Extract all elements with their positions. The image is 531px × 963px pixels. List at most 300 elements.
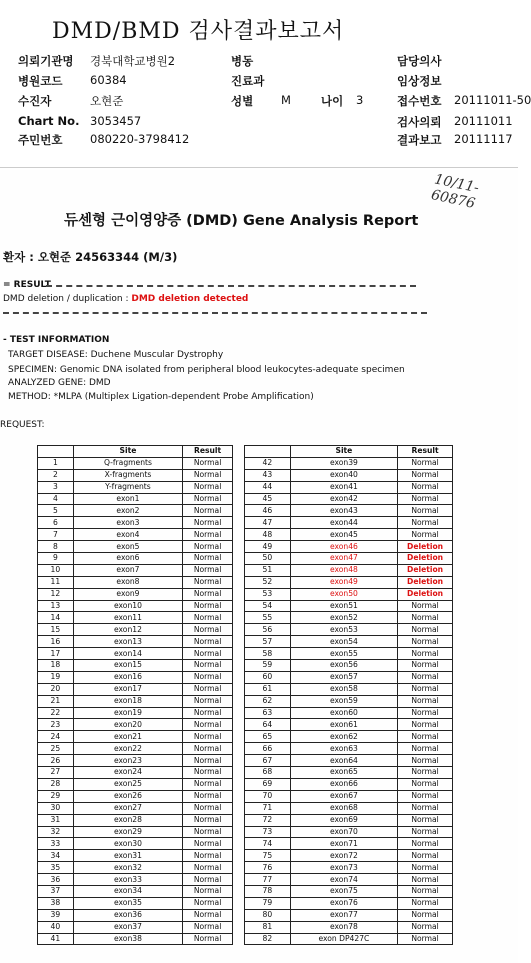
table-row	[38, 671, 233, 683]
sex-label: 성별	[231, 94, 254, 108]
site-cell: exon25	[73, 778, 182, 790]
table-row	[38, 731, 233, 743]
table-row	[38, 457, 233, 469]
site-cell: exon4	[73, 529, 182, 541]
site-cell: exon45	[290, 529, 397, 541]
site-cell: exon13	[73, 636, 182, 648]
site-cell: exon77	[290, 909, 397, 921]
table-row	[38, 707, 233, 719]
ward-label: 병동	[231, 54, 254, 68]
form-row	[18, 114, 518, 132]
site-cell: exon38	[73, 933, 182, 945]
handwritten-note: 10/11-60876	[429, 171, 481, 212]
site-cell: exon11	[73, 612, 182, 624]
index-cell: 47	[245, 517, 291, 529]
result-cell: Normal	[183, 885, 233, 897]
result-cell: Normal	[398, 814, 453, 826]
site-cell: exon22	[73, 743, 182, 755]
age-value: 3	[356, 93, 364, 107]
table-row	[245, 481, 453, 493]
index-cell: 38	[38, 897, 74, 909]
department-label: 진료과	[231, 74, 265, 88]
index-cell: 13	[38, 600, 74, 612]
table-row	[38, 695, 233, 707]
result-cell: Normal	[398, 529, 453, 541]
index-cell: 41	[38, 933, 74, 945]
result-cell: Normal	[183, 648, 233, 660]
site-cell: exon40	[290, 469, 397, 481]
result-cell: Normal	[398, 469, 453, 481]
index-cell: 2	[38, 469, 74, 481]
table-row	[245, 790, 453, 802]
index-cell: 55	[245, 612, 291, 624]
index-cell: 28	[38, 778, 74, 790]
result-cell: Normal	[398, 600, 453, 612]
site-cell: exon54	[290, 636, 397, 648]
result-header: = RESULT	[3, 280, 51, 290]
result-line	[3, 294, 248, 304]
site-cell: exon33	[73, 874, 182, 886]
index-cell: 63	[245, 707, 291, 719]
result-cell: Normal	[183, 505, 233, 517]
site-cell: exon20	[73, 719, 182, 731]
result-cell: Normal	[398, 517, 453, 529]
site-cell: exon27	[73, 802, 182, 814]
index-cell: 54	[245, 600, 291, 612]
result-cell: Normal	[398, 671, 453, 683]
result-report-label: 결과보고	[397, 133, 442, 147]
site-cell: exon44	[290, 517, 397, 529]
table-row	[245, 624, 453, 636]
table-row	[38, 862, 233, 874]
result-cell: Normal	[398, 648, 453, 660]
method: METHOD: *MLPA (Multiplex Ligation-dependent Probe Amplification)	[8, 392, 314, 402]
site-cell: exon56	[290, 660, 397, 672]
table-row	[38, 719, 233, 731]
result-cell: Normal	[398, 909, 453, 921]
index-cell: 37	[38, 885, 74, 897]
index-cell: 30	[38, 802, 74, 814]
table-row	[38, 588, 233, 600]
table-row	[38, 778, 233, 790]
site-cell: exon61	[290, 719, 397, 731]
result-cell: Normal	[183, 743, 233, 755]
table-row	[38, 481, 233, 493]
index-cell: 8	[38, 541, 74, 553]
result-cell: Normal	[183, 921, 233, 933]
site-cell: exon35	[73, 897, 182, 909]
site-cell: exon16	[73, 671, 182, 683]
result-cell: Normal	[183, 481, 233, 493]
index-cell: 44	[245, 481, 291, 493]
table-row	[245, 767, 453, 779]
site-cell: exon14	[73, 648, 182, 660]
result-cell: Normal	[183, 790, 233, 802]
table-header-row	[38, 446, 233, 458]
site-cell: exon24	[73, 767, 182, 779]
result-cell: Normal	[183, 564, 233, 576]
index-cell: 75	[245, 850, 291, 862]
site-cell: exon42	[290, 493, 397, 505]
table-row	[245, 778, 453, 790]
accession-number-label: 접수번호	[397, 94, 442, 108]
table-row	[245, 576, 453, 588]
result-cell: Normal	[398, 755, 453, 767]
site-cell: exon5	[73, 541, 182, 553]
patient-name-value: 오현준	[90, 94, 124, 108]
result-cell: Normal	[183, 826, 233, 838]
result-cell: Normal	[398, 743, 453, 755]
hospital-code-label: 병원코드	[18, 74, 63, 88]
site-cell: exon73	[290, 862, 397, 874]
site-cell: exon15	[73, 660, 182, 672]
result-cell: Normal	[183, 933, 233, 945]
table-row	[245, 885, 453, 897]
form-row	[18, 73, 518, 91]
table-row	[38, 874, 233, 886]
result-cell: Normal	[183, 588, 233, 600]
result-cell: Normal	[183, 755, 233, 767]
index-cell: 67	[245, 755, 291, 767]
form-row	[18, 53, 518, 71]
result-cell: Normal	[398, 457, 453, 469]
resident-number-label: 주민번호	[18, 133, 63, 147]
site-cell: exon58	[290, 683, 397, 695]
result-cell: Normal	[183, 767, 233, 779]
table-row	[38, 660, 233, 672]
index-cell: 12	[38, 588, 74, 600]
result-cell: Normal	[398, 850, 453, 862]
site-cell: exon6	[73, 553, 182, 565]
form-row	[18, 93, 531, 111]
table-row	[38, 909, 233, 921]
result-cell: Normal	[398, 731, 453, 743]
table-row	[38, 921, 233, 933]
chart-no-value: 3053457	[90, 114, 142, 128]
index-cell: 4	[38, 493, 74, 505]
table-row	[245, 457, 453, 469]
index-cell: 15	[38, 624, 74, 636]
result-report-value: 20111117	[454, 132, 513, 146]
index-cell: 78	[245, 885, 291, 897]
table-row	[245, 755, 453, 767]
result-cell: Deletion	[398, 564, 453, 576]
index-cell: 69	[245, 778, 291, 790]
table-row	[38, 541, 233, 553]
index-cell: 56	[245, 624, 291, 636]
site-cell: exon47	[290, 553, 397, 565]
result-cell: Normal	[183, 529, 233, 541]
index-cell: 46	[245, 505, 291, 517]
index-cell: 45	[245, 493, 291, 505]
site-cell: exon7	[73, 564, 182, 576]
site-cell: exon32	[73, 862, 182, 874]
table-row	[245, 517, 453, 529]
site-header: Site	[290, 446, 397, 458]
result-cell: Normal	[183, 517, 233, 529]
site-cell: exon65	[290, 767, 397, 779]
table-row	[38, 648, 233, 660]
index-cell: 18	[38, 660, 74, 672]
site-cell: exon74	[290, 874, 397, 886]
table-row	[38, 505, 233, 517]
table-row	[38, 767, 233, 779]
index-cell: 29	[38, 790, 74, 802]
site-cell: exon30	[73, 838, 182, 850]
site-cell: exon62	[290, 731, 397, 743]
index-cell: 48	[245, 529, 291, 541]
site-cell: exon63	[290, 743, 397, 755]
table-row	[245, 600, 453, 612]
index-cell: 33	[38, 838, 74, 850]
site-header: Site	[73, 446, 182, 458]
site-cell: Q-fragments	[73, 457, 182, 469]
age-label: 나이	[321, 94, 344, 108]
result-cell: Normal	[398, 778, 453, 790]
index-cell: 53	[245, 588, 291, 600]
result-cell: Normal	[398, 719, 453, 731]
site-cell: exon12	[73, 624, 182, 636]
result-cell: Normal	[398, 826, 453, 838]
index-cell: 72	[245, 814, 291, 826]
index-cell: 31	[38, 814, 74, 826]
index-cell: 74	[245, 838, 291, 850]
test-info-header: - TEST INFORMATION	[3, 335, 110, 345]
result-cell: Normal	[183, 600, 233, 612]
site-cell: exon9	[73, 588, 182, 600]
test-request-label: 검사의뢰	[397, 115, 442, 129]
index-cell: 16	[38, 636, 74, 648]
site-cell: Y-fragments	[73, 481, 182, 493]
result-cell: Normal	[183, 814, 233, 826]
index-cell: 43	[245, 469, 291, 481]
table-row	[38, 576, 233, 588]
site-cell: exon17	[73, 683, 182, 695]
clinical-info-label: 임상정보	[397, 74, 442, 88]
result-cell: Normal	[183, 541, 233, 553]
table-row	[38, 517, 233, 529]
index-cell: 66	[245, 743, 291, 755]
index-cell: 58	[245, 648, 291, 660]
result-cell: Normal	[398, 505, 453, 517]
site-cell: exon3	[73, 517, 182, 529]
result-cell: Deletion	[398, 541, 453, 553]
sex-value: M	[281, 93, 291, 107]
site-cell: exon10	[73, 600, 182, 612]
table-row	[38, 612, 233, 624]
table-row	[245, 671, 453, 683]
patient-name-label: 수진자	[18, 94, 52, 108]
table-row	[38, 683, 233, 695]
index-cell: 57	[245, 636, 291, 648]
site-cell: exon29	[73, 826, 182, 838]
result-cell: Normal	[398, 683, 453, 695]
result-cell: Normal	[398, 624, 453, 636]
index-cell: 77	[245, 874, 291, 886]
table-row	[245, 826, 453, 838]
result-cell: Normal	[398, 790, 453, 802]
site-cell: exon34	[73, 885, 182, 897]
result-cell: Normal	[183, 683, 233, 695]
table-row	[245, 933, 453, 945]
request-label: REQUEST:	[0, 420, 45, 430]
site-cell: exon2	[73, 505, 182, 517]
analyzed-gene: ANALYZED GENE: DMD	[8, 378, 111, 388]
resident-number-value: 080220-3798412	[90, 132, 190, 146]
test-request-value: 20111011	[454, 114, 513, 128]
table-row	[38, 600, 233, 612]
table-row	[245, 564, 453, 576]
index-cell: 59	[245, 660, 291, 672]
site-cell: exon57	[290, 671, 397, 683]
result-value: DMD deletion detected	[131, 294, 249, 304]
table-row	[38, 897, 233, 909]
index-cell: 21	[38, 695, 74, 707]
result-cell: Normal	[183, 660, 233, 672]
index-header	[245, 446, 291, 458]
table-row	[245, 897, 453, 909]
table-row	[245, 612, 453, 624]
site-cell: exon19	[73, 707, 182, 719]
divider	[0, 167, 518, 168]
table-row	[245, 719, 453, 731]
result-cell: Normal	[398, 481, 453, 493]
index-cell: 50	[245, 553, 291, 565]
target-disease: TARGET DISEASE: Duchene Muscular Dystrophy	[8, 350, 224, 360]
table-header-row	[245, 446, 453, 458]
table-row	[38, 636, 233, 648]
table-row	[245, 707, 453, 719]
table-row	[245, 909, 453, 921]
table-row	[245, 731, 453, 743]
result-cell: Normal	[398, 838, 453, 850]
table-row	[38, 850, 233, 862]
index-cell: 26	[38, 755, 74, 767]
index-cell: 40	[38, 921, 74, 933]
result-cell: Normal	[183, 874, 233, 886]
site-cell: X-fragments	[73, 469, 182, 481]
index-cell: 79	[245, 897, 291, 909]
index-cell: 64	[245, 719, 291, 731]
index-cell: 49	[245, 541, 291, 553]
result-cell: Normal	[398, 874, 453, 886]
index-cell: 9	[38, 553, 74, 565]
site-cell: exon76	[290, 897, 397, 909]
site-cell: exon60	[290, 707, 397, 719]
result-cell: Normal	[183, 636, 233, 648]
index-cell: 23	[38, 719, 74, 731]
table-row	[245, 683, 453, 695]
site-cell: exon23	[73, 755, 182, 767]
referring-institution-label: 의뢰기관명	[18, 54, 74, 68]
result-cell: Normal	[398, 885, 453, 897]
table-row	[245, 660, 453, 672]
table-row	[245, 493, 453, 505]
index-cell: 19	[38, 671, 74, 683]
index-cell: 82	[245, 933, 291, 945]
site-cell: exon21	[73, 731, 182, 743]
result-cell: Normal	[183, 576, 233, 588]
index-cell: 27	[38, 767, 74, 779]
result-cell: Normal	[183, 719, 233, 731]
result-cell: Normal	[183, 469, 233, 481]
hospital-code-value: 60384	[90, 73, 127, 87]
index-cell: 7	[38, 529, 74, 541]
site-cell: exon68	[290, 802, 397, 814]
form-row	[18, 132, 518, 150]
site-cell: exon59	[290, 695, 397, 707]
result-cell: Normal	[398, 933, 453, 945]
result-cell: Normal	[183, 862, 233, 874]
result-cell: Normal	[183, 624, 233, 636]
table-row	[38, 624, 233, 636]
table-row	[245, 838, 453, 850]
index-cell: 51	[245, 564, 291, 576]
index-cell: 1	[38, 457, 74, 469]
site-cell: exon67	[290, 790, 397, 802]
index-cell: 11	[38, 576, 74, 588]
result-cell: Deletion	[398, 576, 453, 588]
result-cell: Normal	[183, 553, 233, 565]
table-row	[38, 826, 233, 838]
index-cell: 71	[245, 802, 291, 814]
table-row	[38, 814, 233, 826]
table-row	[245, 648, 453, 660]
site-cell: exon50	[290, 588, 397, 600]
index-cell: 3	[38, 481, 74, 493]
result-label: DMD deletion / duplication :	[3, 294, 132, 304]
result-cell: Normal	[398, 636, 453, 648]
index-cell: 70	[245, 790, 291, 802]
index-cell: 35	[38, 862, 74, 874]
result-divider	[46, 285, 416, 287]
site-cell: exon70	[290, 826, 397, 838]
table-row	[38, 469, 233, 481]
table-row	[245, 874, 453, 886]
table-row	[245, 541, 453, 553]
table-row	[38, 564, 233, 576]
index-cell: 24	[38, 731, 74, 743]
result-cell: Normal	[183, 850, 233, 862]
table-row	[38, 493, 233, 505]
table-row	[245, 850, 453, 862]
result-cell: Deletion	[398, 588, 453, 600]
table-row	[245, 553, 453, 565]
table-row	[245, 505, 453, 517]
site-cell: exon78	[290, 921, 397, 933]
site-cell: exon8	[73, 576, 182, 588]
patient-line: 환자 : 오현준 24563344 (M/3)	[3, 250, 178, 264]
table-row	[38, 743, 233, 755]
index-cell: 42	[245, 457, 291, 469]
result-cell: Normal	[398, 897, 453, 909]
index-cell: 39	[38, 909, 74, 921]
site-table-right	[244, 445, 453, 945]
index-cell: 20	[38, 683, 74, 695]
table-row	[245, 636, 453, 648]
index-cell: 22	[38, 707, 74, 719]
result-cell: Normal	[398, 707, 453, 719]
site-cell: exon52	[290, 612, 397, 624]
site-cell: exon69	[290, 814, 397, 826]
result-cell: Deletion	[398, 553, 453, 565]
index-cell: 36	[38, 874, 74, 886]
table-row	[38, 529, 233, 541]
result-divider-bottom	[3, 312, 427, 314]
index-cell: 6	[38, 517, 74, 529]
table-row	[38, 755, 233, 767]
accession-number-value: 20111011-50	[454, 93, 531, 107]
